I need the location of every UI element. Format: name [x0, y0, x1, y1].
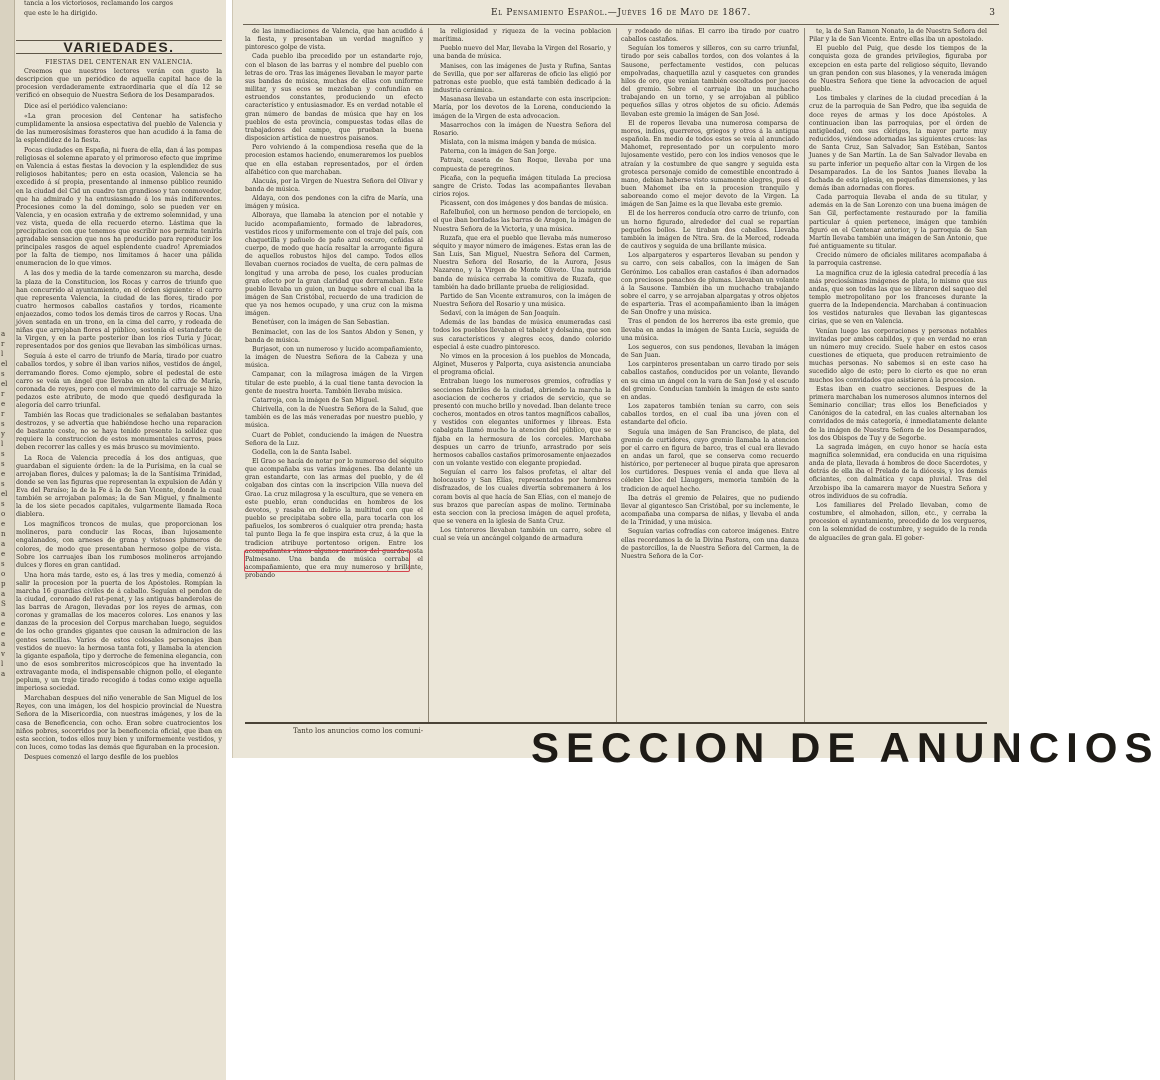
edge-fragment: p [1, 580, 6, 588]
edge-fragment: e [1, 470, 6, 478]
column-4-paragraph: Venían luego las corporaciones y personas notables invitadas por ambos cabildos, y que en verdad no eran un número muy crecido. Suele haber en estos casos cuestiones de etiqueta, que producen retraimiento de muchas personas. No sabemos si en este caso ha sucedido algo de esto; pero lo cierto es que no eran muchos los convidados que asistieron á la procesion. [809, 327, 987, 384]
edge-fragment: n [1, 530, 6, 538]
column-4-paragraph: Estas iban en cuatro secciones. Despues de la primera marchaban los numerosos alumnos internos del Seminario conciliar; tras ellos los Beneficiados y Canónigos de la catedral, en las cuales alternaban los convidados de más categoría, é inmediatamente delante de la imágen de Nuestra Señora de los Desamparados, los dos Obispos de Tuy y de Segorbe. [809, 385, 987, 442]
column-3-paragraph: El de roperos llevaba una numerosa comparsa de moros, indios, guerreros, griegos y otros á la antigua española. En medio de todos estos se veía al anunciado Mahomet, representado por un corpulento moro lujosamente vestido, pero con los indios venosos que le atraían y la costumbre de que sangre y seguida esta grotesca personaje comido de comestible encontrado á mano, debian haberse visto sumamente alegres, pues el buen Mahomet iba en la procesion tranquilo y saboreando como el mejor devoto de la Virgen. La imágen de San Jaime es la que llevaba este gremio. [621, 119, 799, 209]
left-article-paragraph: Seguía á este el carro de triunfo de María, tirado por cuatro caballos tordos, y sobre él iban varios niños, vestidos de ángel, derramando flores. Como ejemplo, sobre el pedestal de este carro se veía un ángel que llevaba en alto la cifra de María, coronada de reyes, pero con el movimiento del carruaje se hizo pedazos este atributo, de modo que quedó desfigurada la alegoría del carro triunfal. [16, 353, 222, 409]
section-heading: VARIEDADES. [16, 40, 222, 54]
masthead [243, 6, 999, 25]
edge-fragment: a [1, 670, 6, 678]
column-1-paragraph: Pero volviendo á la compendiosa reseña que de la procesion estamos haciendo, enumeraremos los pueblos que en ella estaban representados, por el órden alfabético con que marchaban. [245, 144, 423, 176]
edge-fragment: r [1, 410, 5, 418]
edge-fragment: y [1, 430, 5, 438]
top-fragment-line-2: que este le ha dirigido. [24, 10, 98, 17]
left-article-paragraph: A las dos y media de la tarde comenzaron su marcha, desde la plaza de la Constitucion, los Rocas y carros de triunfo que han concurrido al ayuntamiento, en el órden siguiente: el carro que representa Valencia, la ciudad de las flores, tirado por cuatro hermosos caballos castaños y tordos, ricamente enjaezados, como todos los demás tiros de carros y Rocas. Una jóven sentada en un trono, en la cima del carro, y rodeada de niñas que arrojaban flores al público, sostenía el estandarte de la Virgen, y en la parte posterior iban los ríos Turia y Júcar, representados por dos genios que llevaban las simbólicas urnas. [16, 270, 223, 351]
edge-fragment: s [1, 420, 5, 428]
edge-fragment: a [1, 330, 6, 338]
column-rule [804, 28, 805, 723]
edge-fragment: el [1, 380, 8, 388]
column-1-paragraph: Alacuás, por la Virgen de Nuestra Señora del Olivar y banda de música. [245, 177, 423, 193]
column-2-paragraph: No vimos en la procesion á los pueblos de Moncada, Alginet, Museros y Palporta, cuya asistencia anunciaba el programa oficial. [433, 352, 611, 377]
column-4-paragraph: La sagrada imágen, en cuyo honor se hacía esta magnífica solemnidad, era conducida en una riquísima anda de plata, llevada á hombros de doce Sacerdotes, y detrás de ella iba el Prelado de la diócesis, y los demás oficiantes, con dalmática y capa pluvial. Tras del Arzobispo iba la camarera mayor de Nuestra Señora y otros individuos de su cofradía. [809, 443, 987, 500]
column-1-paragraph: Alboraya, que llamaba la atencion por el notable y lucido acompañamiento, formado de labradores, vestidos ricos y uniformemente con el traje del país, con chaquetilla y pañuelo de paño azul oscuro, ceñidas al cuerpo, de modo que hacía resaltar la arrogante figura de aquellos robustos hijos del campo. Todos ellos llevaban cuernos rociados de vuelta, de cera palmas de longitud y una arroba de peso, los cuales producían gran efecto por la gran claridad que derramaban. Este pueblo llevaba un guion, un buque sobre el cual iba la imágen de San Cristóbal, recuerdo de una tradicion de que ya nos hemos ocupado, y una cruz con la misma imágen. [245, 212, 423, 318]
column-3-paragraph: Seguía una imágen de San Francisco, de plata, del gremio de curtidores, cuyo gremio llamaba la atencion por el carro en figura de barco, tras el cual era llevado en andas un farol, que se conserva como recuerdo histórico, por pertenecer al buque pirata que apresaron los curtidores. Despues venía el anda que lleva al célebre Lloc del Llauggers, memoria también de la tradicion de aquel hecho. [621, 428, 799, 493]
left-article-paragraph: La Roca de Valencia precedía á los dos antiguas, que guardaban el siguiente órden: la de la Purísima, en la cual se arrojaban flores, dulces y palomas; la de la Santísima Trinidad, donde se ven las figuras que representan la expulsion de Adán y Eva del Paraíso; la de la Fe á la de San Vicente, donde la cual también se arrojaban palomas; la de San Miguel, y finalmente la de los siete pecados capitales, vulgarmente llamada Roca diablera. [16, 454, 222, 519]
column-4 [809, 28, 987, 544]
edge-fragment: s [1, 460, 5, 468]
left-article-paragraph: Dice así el periódico valenciano: [24, 102, 128, 110]
edge-fragment: s [1, 480, 5, 488]
column-4-paragraph: Crecido número de oficiales militares acompañaba á la parroquia castrense. [809, 252, 987, 268]
column-4-paragraph: Cada parroquia llevaba el anda de su titular, y además en la de San Lorenzo con una buena imágen de San Gil, perfectamente restaurado por la familia particular á quien pertenece, imágen que también figuró en el Centenar anterior, y la parroquia de San Martín llevaba también una imágen de San Antonio, que fué antiguamente su titular. [809, 194, 987, 251]
column-2-paragraph: Partido de San Vicente extramuros, con la imágen de Nuestra Señora del Rosario y una música. [433, 292, 611, 308]
column-3-paragraph: Los segueros, con sus pendones, llevaban la imágen de San Juan. [621, 343, 799, 360]
column-1-paragraph: Cada pueblo iba precedido por un estandarte rojo, con el blason de las barras y el nombre del pueblo con letras de oro. Tras las imágenes llevaban le mayor parte sus bandas de música, muchas de ellas con uniforme militar, y sus ecos se mezclaban y confundían en estruendos constantes, produciendo un efecto característico y entusiasmador. Es en verdad notable el gran número de bandas de música que hay en los pueblos de esta provincia, compuestas todas ellas de trabajadores del campo, que prueban la buena disposicion artística de nuestros paisanos. [245, 53, 423, 143]
column-3-paragraph: Iba detrás el gremio de Pelaires, que no pudiendo llevar al gigantesco San Cristóbal, por su inclemente, le acompañaba una comparsa de niñas, y llevaba el anda de la Trinidad, y una música. [621, 494, 799, 527]
edge-fragment: S [1, 600, 6, 608]
left-article-paragraph: Una hora más tarde, esto es, á las tres y media, comenzó á salir la procesion por la puerta de los Apóstoles. Rompían la marcha 16 guardias civiles de á caballo. Seguían el pendon de la ciudad, coronado del rat-penat, y las antiguas banderolas de las barras de Aragon, llevadas por los reyes de armas, con coronas y gramallas de los maceros colores. Los enanos y las danzas de la procesion del Corpus marchaban luego, seguidos de los ocho grandes gigantes que causan la admiracion de las gentes sencillas. Varios de estos colosales personajes iban vestidos de nuevo: la hermosa tanta foti, y llamaba la atencion la gigante española, tipo y derroche de femenina elegancia, con uno de esos sombreritos microscópicos que ha inventado la extravagante moda, el indispensable chignon pollo, el elegante peplum, y un traje tirado recogido á todas como exige aquella imperiosa sociedad. [16, 571, 222, 693]
column-2-paragraph: Pueblo nuevo del Mar, llevaba la Virgen del Rosario, y una banda de música. [433, 45, 611, 61]
column-4-paragraph: La magnífica cruz de la iglesia catedral precedía á las más preciosísimas imágenes de plata, lo mismo que sus andas, que son todas las que se libraron del saqueo del templo metropolitano por los franceses durante la guerra de la Independencia. Marchaban á continuacion los vestidos naturales que llevaban las gigantescas cirias, que se ven en Valencia. [809, 269, 987, 326]
edge-fragment: el [1, 360, 8, 368]
column-1-paragraph: Chirivella, con la de Nuestra Señora de la Salud, que también es de las más veneradas por nuestro pueblo, y música. [245, 406, 423, 430]
column-3-paragraph: Seguían varias cofradías con catorce imágenes. Entre ellas recordamos la de la Divina Pastora, con una danza de pastorcillos, la de Nuestra Señora del Carmen, la de Nuestra Señora de la Cor- [621, 528, 799, 560]
edge-fragment: l [1, 440, 4, 448]
column-1-paragraph: de las inmediaciones de Valencia, que han acudido á la fiesta, y presentaban un verdad magnífico y pintoresco golpe de vista. [245, 28, 423, 52]
left-article-paragraph: Marchaban despues del niño venerable de San Miguel de los Reyes, con una imágen, los del hospicio provincial de Nuestra Señora de la Misericordia, con nuestras imágenes, y los de la casa de Beneficencia, con ocho. Eran sobre cuatrocientos los niños pobres, socorridos por la beneficencia oficial, que iban en esta seccion, todos ellos muy bien y uniformemente vestidos, y con luces, como todas las demás que figuraban en la procesion. [16, 695, 222, 751]
edge-fragment: l [1, 350, 4, 358]
column-2 [433, 28, 611, 545]
edge-fragment: a [1, 540, 6, 548]
column-4-paragraph: Los timbales y clarines de la ciudad precedían á la cruz de la parroquia de San Pedro, que iba seguida de doce reyes de armas y los doce Apóstoles. A continuacion iban las parroquias, por el órden de antigüedad, con sus clérigos, la mayor parte muy reducidos, viéndose adornadas las siguientes cruces: las de Santa Cruz, San Salvador, San Estéban, Santos Juanes y de San Martín. La de San Salvador llevaba en su parte inferior un pequeño altar con la Virgen de los Desamparados. La de los Santos Juanes llevaba la fachada de esta iglesia, en pequeñas dimensiones, y las demás iban adornadas con flores. [809, 95, 987, 192]
highlight-box [244, 550, 410, 572]
column-3-paragraph: Tras el pendon de los herreros iba este gremio, que llevaba en andas la imágen de Santa Lucía, seguida de una música. [621, 318, 799, 342]
previous-page-edge [0, 0, 15, 1080]
edge-fragment: o [1, 570, 6, 578]
column-3-paragraph: Seguían los tomeros y silleros, con su carro triunfal, tirado por seis caballos tordos, con dos volantes á la Sausone, perfectamente vestidos, con pelucas empolvadas, chaquetilla azul y casquetes con grandes hilos de oro, que venían también escoltados por jueces del gremio. Sobre el carruaje iba un muchacho trabajando en un torno, y se arrojaban al público pequeños sillas y otros objetos de su oficio. Además llevaban este gremio la imágen de San José. [621, 45, 799, 118]
edge-fragment: s [1, 370, 5, 378]
column-2-paragraph: Los tintoreros llevaban también un carro, sobre el cual se veía un ancángel colgando de armadura [433, 527, 611, 543]
column-2-paragraph: Manises, con las imágenes de Justa y Rufina, Santas de Sevilla, que por ser alfareras de oficio las eligió por patronas este pueblo, que está también dedicado á la industria cerámica. [433, 62, 611, 95]
column-1-paragraph: Benetúser, con la imágen de San Sebastian. [252, 319, 390, 327]
edge-fragment: r [1, 390, 5, 398]
edge-fragment: a [1, 640, 6, 648]
column-4-paragraph: Los familiares del Prelado llevaban, como de costumbre, el almohadon, sillon, etc., y cerraba la procesion el ayuntamiento, precedido de los vergueros, con la solemnidad de costumbre, y seguido de la ronda de alguaciles de gran gala. El gober- [809, 501, 987, 542]
left-article-paragraph: Pocas ciudades en España, ni fuera de ella, dan á las pompas religiosas el solemne aparato y el primoroso efecto que imprime en Valencia á estas fiestas la devocion y la esplendidez de sus religiosos habitantes; pero en esta ocasion, Valencia se ha excedido á sí propia, presentando al inmenso público reunido en la ciudad del Cid un cuadro tan grandioso y tan conmovedor, que ha admirado y ha entusiasmado á los más indiferentes. Procesiones como la del domingo, solo se pueden ver en Valencia, y en ocasion extraña y de extremo solemnidad, y una vez vista, queda de ella recuerdo eterno. Lástima que la precipitacion con que tenemos que escribir nos permita tenirla agradable sensacion que nos ha producido para reproducir los principales rasgos de aquel esplendente cuadro! Apremiados por la falta de tiempo, nos limitamos á hacer una pálida enumeracion de lo que vimos. [16, 147, 222, 268]
column-2-paragraph: Masarrochos con la imágen de Nuestra Señora del Rosario. [433, 121, 611, 137]
column-2-paragraph: Picaña, con la pequeña imágen titulada La preciosa sangre de Cristo. Todas las acompañantes llevaban cirios rojos. [433, 174, 611, 198]
edge-fragment: el [1, 490, 8, 498]
edge-fragment: s [1, 500, 5, 508]
column-1-paragraph: Aldaya, con dos pendones con la cifra de María, una imágen y música. [245, 195, 423, 211]
left-article-paragraph: Creemos que nuestros lectores verán con gusto la descripcion que un periódico de aquella capital hace de la procesion verdaderamente extraordinaria que el día 12 se verificó en obsequio de Nuestra Señora de los Desamparados. [16, 68, 222, 100]
column-3-paragraph: y rodeado de niñas. El carro iba tirado por cuatro caballos castaños. [621, 28, 799, 44]
column-2-paragraph: Sedaví, con la imágen de San Joaquín. [440, 310, 561, 318]
page-number: 3 [989, 8, 995, 18]
column-3 [621, 28, 799, 562]
edge-fragment: r [1, 340, 5, 348]
column-4-paragraph: El pueblo del Puig, que desde los tiempos de la conquista goza de grandes privilegios, figuraba por excepcion en esta parte del religioso séquito, llevando un gran pendon con sus blasones, y la venerada imágen de Nuestra Señora que tiene la advocacion de aquel pueblo. [809, 45, 987, 94]
left-article-paragraph: Los magníficos troncos de mulas, que proporcionan los molineros, para conducir las Rocas, iban lujosamente engalanados, con arneses de grana y vistosos plumeros de colores, de modo que presentaban hermoso golpe de vista. Sobre los carruajes iban los rumbosos molineros arrojando dulces y flores en gran cantidad. [16, 521, 222, 569]
column-1 [245, 28, 423, 581]
edge-fragment: e [1, 400, 6, 408]
column-2-paragraph: Rafelbuñol, con un hermoso pendon de terciopelo, en el que iban bordadas las barras de Aragon, la imágen de Nuestra Señora de la Victoria, y una música. [433, 209, 611, 233]
column-4-paragraph: te, la de San Ramon Nonato, la de Nuestra Señora del Pilar y la de San Vicente. Entre ellas iba un apostolado. [809, 28, 987, 44]
column-2-paragraph: Entraban luego los numerosos gremios, cofradías y secciones fabriles de la ciudad, abriendo la marcha la asociacion de cocheros y criados de servicio, que se presentó con mucho brillo y novedad. Iban delante trece cocheros, montados en otros tantos magníficos caballos, y vestidos con elegantes uniformes y libreas. Esta cabalgata llamó mucho la atencion del público, que se fijaba en la hermosura de los corceles. Marchaba despues un carro de triunfo, arrastrado por seis hermosos caballos castaños primorosamente enjaezados con un volante vestido con elegante propiedad. [433, 378, 611, 467]
column-rule [428, 28, 429, 723]
column-2-paragraph: Picassent, con dos imágenes y dos bandas de música. [440, 200, 609, 208]
column-3-paragraph: Los alpargateros y esparteros llevaban su pendon y su carro, con seis caballos, con la imágen de San Gerónimo. Los caballos eran castaños é iban adornados con preciosos penachos de plumas. Llevaban un volante á la Sausone. También iba un muchacho trabajando sobre el carro, y se arrojaban alpargatas y otros objetos de esparteria. Tras el acompañamiento iban la imágen de San Onofre y una música. [621, 252, 799, 317]
column-2-paragraph: Patraix, caseta de San Roque, llevaba por una compuesta de peregrinos. [433, 157, 611, 173]
column-2-paragraph: Mislata, con la misma imágen y banda de música. [440, 139, 597, 147]
column-1-paragraph: Godella, con la de Santa Isabel. [252, 448, 352, 456]
edge-fragment: l [1, 660, 4, 668]
left-article-paragraph: También las Rocas que tradicionales se señalaban bastantes destrozos, y se advertía que habiéndose hecho una reparacion de bastante coste, no se haya tenido presente la solidez que requiere la construccion de estos monumentales carros, pues deben recorrer las calles y es más brusco su movimiento. [16, 412, 222, 452]
column-1-paragraph: Burjasot, con un numeroso y lucido acompañamiento, la imágen de Nuestra Señora de la Cabeza y una música. [245, 345, 423, 370]
column-2-paragraph: Seguían el carro los falsos profetas, el altar del holocausto y San Elías, representados por hombres disfrazados, de los cuales divertía sobremanera á los coram bovis al que hacía de San Elías, con el manejo de sus brazos que parecían aspas de molino. Terminaba esta seccion con la preciosa imágen de aquel profeta, que se venera en la iglesia de Santa Cruz. [433, 469, 611, 526]
column-2-paragraph: Ruzafa, que era el pueblo que llevaba más numeroso séquito y mayor número de imágenes. Estas eran las de San Luis, San Miguel, Nuestra Señora del Carmen, Nuestra Señora del Rosario, de la Aurora, Jesus Nazareno, y la Virgen de Monte Oliveto. Una nutrida banda de música cerraba la comitiva de Ruzafa, que también ha dado brillante prueba de religiosidad. [433, 234, 611, 291]
top-fragment-line-1: tancia a los victoriosos, reclamando los cargos [24, 0, 173, 7]
left-page-column [16, 0, 222, 764]
column-rule [616, 28, 617, 723]
column-2-paragraph: Masanasa llevaba un estandarte con esta inscripcion: María, por los devotos de la Lorena, conduciendo la imágen de la Virgen de esta advocacion. [433, 96, 611, 120]
edge-fragment: e [1, 550, 6, 558]
column-1-paragraph: Benimaclet, con las de los Santos Abdon y Senen, y banda de música. [245, 328, 423, 344]
column-3-paragraph: Los zapateros también tenían su carro, con seis caballos tordos, en el cual iba una jóven con el estandarte del oficio. [621, 403, 799, 427]
section-banner [531, 724, 1160, 771]
column-2-paragraph: Paterna, con la imágen de San Jorge. [440, 148, 557, 156]
bottom-fragment: Tanto los anuncios como los comuni- [293, 727, 424, 735]
edge-fragment: e [1, 620, 6, 628]
edge-fragment: e [1, 630, 6, 638]
edge-fragment: a [1, 590, 6, 598]
edge-fragment: s [1, 450, 5, 458]
column-2-paragraph: la religiosidad y riqueza de la vecina poblacion marítima. [433, 28, 611, 44]
edge-fragment: a [1, 610, 6, 618]
edge-fragment: s [1, 560, 5, 568]
masthead-title: El Pensamiento Español.—Juéves 16 de Mayo de 1867. [491, 8, 751, 18]
column-2-paragraph: Además de las bandas de música enumeradas casi todos los pueblos llevaban el tabalet y dolsaina, que son sus característicos y alegres ecos, dando colorido especial á este cuadro pintoresco. [433, 319, 611, 351]
left-page-scan [0, 0, 226, 1080]
section-banner-text: SECCION DE ANUNCIOS [531, 724, 1160, 771]
left-article-paragraph: «La gran procesion del Centenar ha satisfecho cumplidamente la ansiosa espectativa del pueblo de Valencia y de las numerosísimas forasteros que han acudido á la fama de la esplendidez de la fiesta. [16, 112, 222, 144]
column-1-paragraph: El Grao se hacía de notar por lo numeroso del séquito que acompañaba sus varias imágenes. Iba delante un gran estandarte, con las armas del pueblo, y de él colgaban dos cintas con la inscripcion Villa nueva del Grao. La cruz milagrosa y la escultura, que se venera en este pueblo, eran conducidas en hombros de los devotos, y rasaba en delirio la multitud con que el pueblo se precipitaba sobre ella, para tocarla con los pañuelos, los sombreros ó cualquier otra prenda; hasta tal punto llega la fe que inspira esta cruz, á la que la tradicion atribuye portentoso origen. Entre los acompañantes vimos algunos marinos del guarda-costa Palmesano. Una banda de música cerraba el acompañamiento, que era muy numeroso y brillante, probando [245, 457, 423, 580]
edge-fragment: v [1, 650, 5, 658]
column-1-paragraph: Catarroja, con la imágen de San Miguel. [252, 396, 380, 404]
left-article-body [16, 68, 222, 762]
column-1-paragraph: Campanar, con la milagrosa imágen de la Virgen titular de este pueblo, á la cual tiene tanta devocion la gente de nuestra huerta. También llevaba música. [245, 371, 423, 395]
highlighted-paragraph: Cuart de Poblet, conduciendo la imágen de Nuestra Señora de la Luz. [245, 431, 423, 447]
left-article-paragraph: Despues comenzó el largo desfile de los pueblos [24, 753, 179, 761]
article-title: FIESTAS DEL CENTENAR EN VALENCIA. [45, 58, 193, 67]
column-3-paragraph: El de los herreros conducía otro carro de triunfo, con un horno figurado, alrededor del cual se repartían pequeños bollos. Le tiraban dos caballos. Llevaba también la imágen de Ntra. Sra. de la Merced, rodeada de cautivos y seguida de una brillante música. [621, 210, 799, 251]
column-3-paragraph: Los carpinteros presentaban un carro tirado por seis caballos castaños, conducidos por un volante, llevando en su cima un ángel con la vara de San José y el escudo del gremio. Conducían también la imágen de este santo en andas. [621, 361, 799, 401]
right-page-scan [232, 0, 1160, 771]
edge-fragment: o [1, 510, 6, 518]
edge-fragment: e [1, 520, 6, 528]
